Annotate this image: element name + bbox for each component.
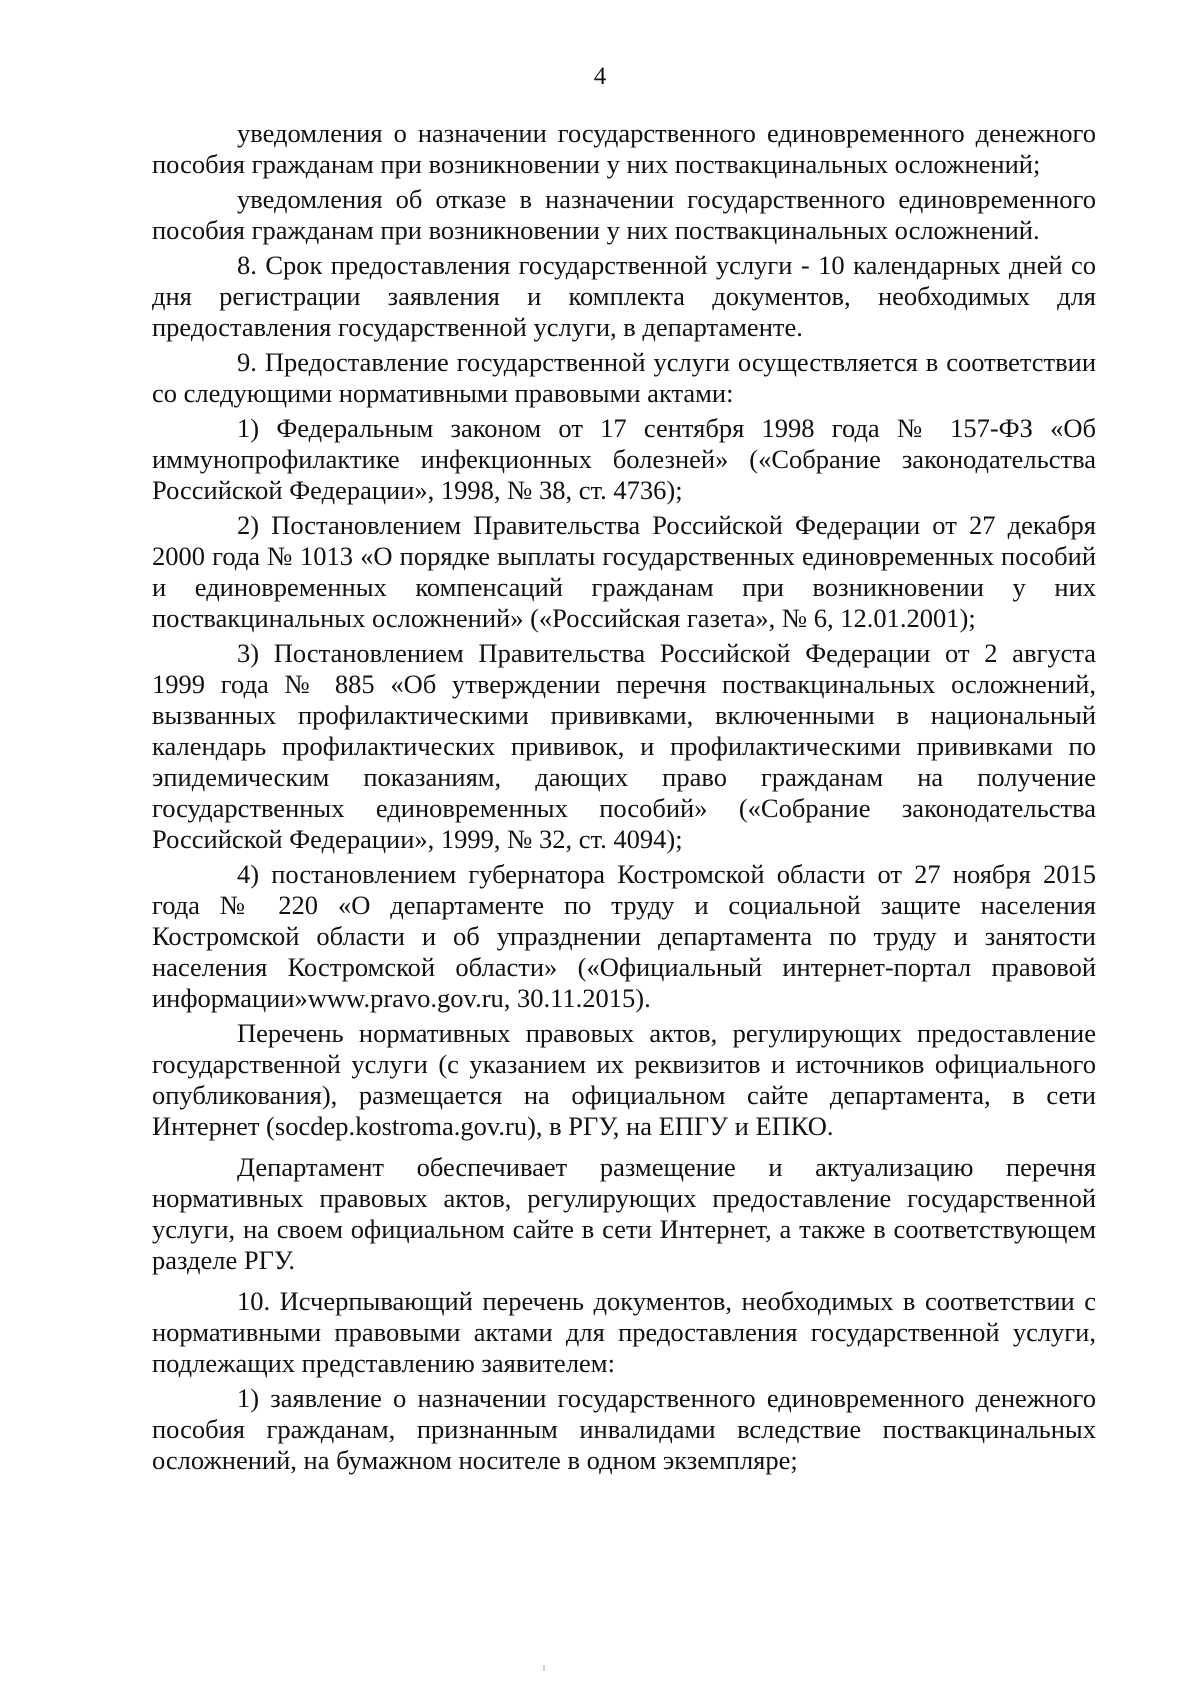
document-body <box>152 118 1096 1476</box>
paragraph-item-9-legal-acts: 9. Предоставление государственной услуги осуществляется в соответствии со следующими нормативными правовыми актами: <box>152 347 1096 408</box>
paragraph-item-8-service-term: 8. Срок предоставления государственной услуги - 10 календарных дней со дня регистрации заявления и комплекта документов, необходимых для предоставления государственной услуги, в департаменте. <box>152 250 1096 342</box>
paragraph-item-10-documents: 10. Исчерпывающий перечень документов, необходимых в соответствии с нормативными правовыми актами для предоставления государственной услуги, подлежащих представлению заявителем: <box>152 1286 1096 1378</box>
paragraph-acts-list-publication: Перечень нормативных правовых актов, регулирующих предоставление государственной услуги (с указанием их реквизитов и источников официального опубликования), размещается на официальном сайте департамента, в сети Интернет (socdep.kostroma.gov.ru), в РГУ, на ЕПГУ и ЕПКО. <box>152 1018 1096 1141</box>
scan-artifact-mark <box>543 1665 545 1671</box>
paragraph-legal-act-3: 3) Постановлением Правительства Российской Федерации от 2 августа 1999 года № 885 «Об утверждении перечня поствакцинальных осложнений, вызванных профилактическими прививками, включенными в национальный календарь профилактических прививок, и профилактическими прививками по эпидемическим показаниям, дающих право гражданам на получение государственных единовременных пособий» («Собрание законодательства Российской Федерации», 1999, № 32, ст. 4094); <box>152 638 1096 854</box>
paragraph-department-updates: Департамент обеспечивает размещение и актуализацию перечня нормативных правовых актов, регулирующих предоставление государственной услуги, на своем официальном сайте в сети Интернет, а также в соответствующем разделе РГУ. <box>152 1152 1096 1275</box>
page-number: 4 <box>593 63 607 90</box>
paragraph-notice-assignment: уведомления о назначении государственного единовременного денежного пособия гражданам при возникновении у них поствакцинальных осложнений; <box>152 118 1096 179</box>
paragraph-legal-act-2: 2) Постановлением Правительства Российской Федерации от 27 декабря 2000 года № 1013 «О порядке выплаты государственных единовременных пособий и единовременных компенсаций гражданам при возникновении у них поствакцинальных осложнений» («Российская газета», № 6, 12.01.2001); <box>152 510 1096 633</box>
paragraph-legal-act-1: 1) Федеральным законом от 17 сентября 1998 года № 157-ФЗ «Об иммунопрофилактике инфекционных болезней» («Собрание законодательства Российской Федерации», 1998, № 38, ст. 4736); <box>152 413 1096 505</box>
paragraph-notice-refusal: уведомления об отказе в назначении государственного единовременного пособия гражданам при возникновении у них поствакцинальных осложнений. <box>152 184 1096 245</box>
paragraph-legal-act-4: 4) постановлением губернатора Костромской области от 27 ноября 2015 года № 220 «О департаменте по труду и социальной защите населения Костромской области и об упразднении департамента по труду и занятости населения Костромской области» («Официальный интернет-портал правовой информации»www.pravo.gov.ru, 30.11.2015). <box>152 859 1096 1013</box>
paragraph-document-1-application: 1) заявление о назначении государственного единовременного денежного пособия гражданам, признанным инвалидами вследствие поствакцинальных осложнений, на бумажном носителе в одном экземпляре; <box>152 1383 1096 1475</box>
